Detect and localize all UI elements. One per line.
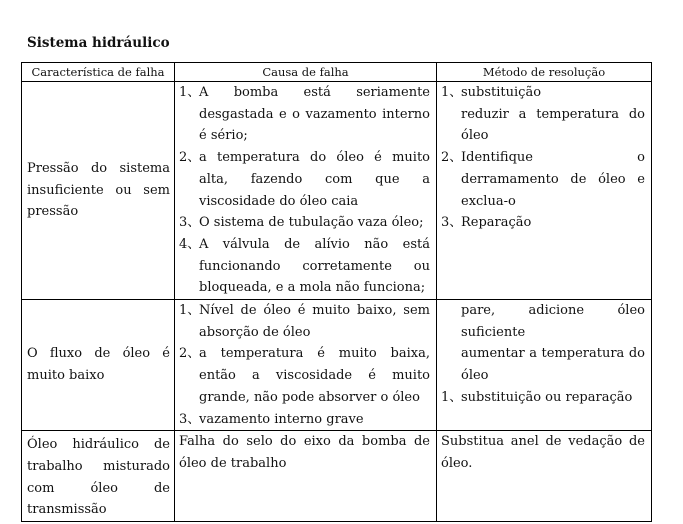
section-title: Sistema hidráulico [27,35,170,51]
header-cause: Causa de falha [175,63,437,82]
list-item: aumentar a temperatura do óleo [461,346,645,384]
list-item: 1、 substituição ou reparação [441,389,633,405]
header-feature: Característica de falha [22,63,175,82]
list-item: reduzir a temperatura do óleo [461,106,645,144]
troubleshooting-table [21,62,652,522]
table-row [22,431,652,522]
list-item: 3、 O sistema de tubulação vaza óleo; [179,215,424,231]
feature-cell: O fluxo de óleo é muito baixo [22,300,175,431]
list-item: 2、 a temperatura do óleo é muito alta, fazendo com que a viscosidade do óleo caia [179,150,430,209]
header-method: Método de resolução [437,63,652,82]
table-header-row [22,63,652,82]
feature-cell: Pressão do sistema insuficiente ou sem pressão [22,82,175,300]
list-item: 4、 A válvula de alívio não está funcionando corretamente ou bloqueada, e a mola não funciona; [179,236,430,296]
list-item: 1、 A bomba está seriamente desgastada e o vazamento interno é sério; [179,85,430,144]
method-cell: Substitua anel de vedação de óleo. [437,431,652,522]
feature-cell: Óleo hidráulico de trabalho misturado com óleo de transmissão [22,431,175,522]
cause-cell [175,82,437,300]
cause-cell [175,300,437,431]
list-item: 2、 a temperatura é muito baixa, então a viscosidade é muito grande, não pode absorver o óleo [179,346,430,405]
list-item: 3、 vazamento interno grave [179,411,364,427]
table-row [22,300,652,431]
list-item: 3、 Reparação [441,215,532,231]
list-item: 1、 substituição [441,85,542,100]
method-cell [437,300,652,431]
cause-cell: Falha do selo do eixo da bomba de óleo de trabalho [175,431,437,522]
method-cell [437,82,652,300]
list-item: 2、 Identifique o derramamento de óleo e exclua-o [441,150,645,209]
list-item: 1、 Nível de óleo é muito baixo, sem absorção de óleo [179,303,430,340]
list-item: pare, adicione óleo suficiente [461,303,645,340]
table-row [22,82,652,300]
